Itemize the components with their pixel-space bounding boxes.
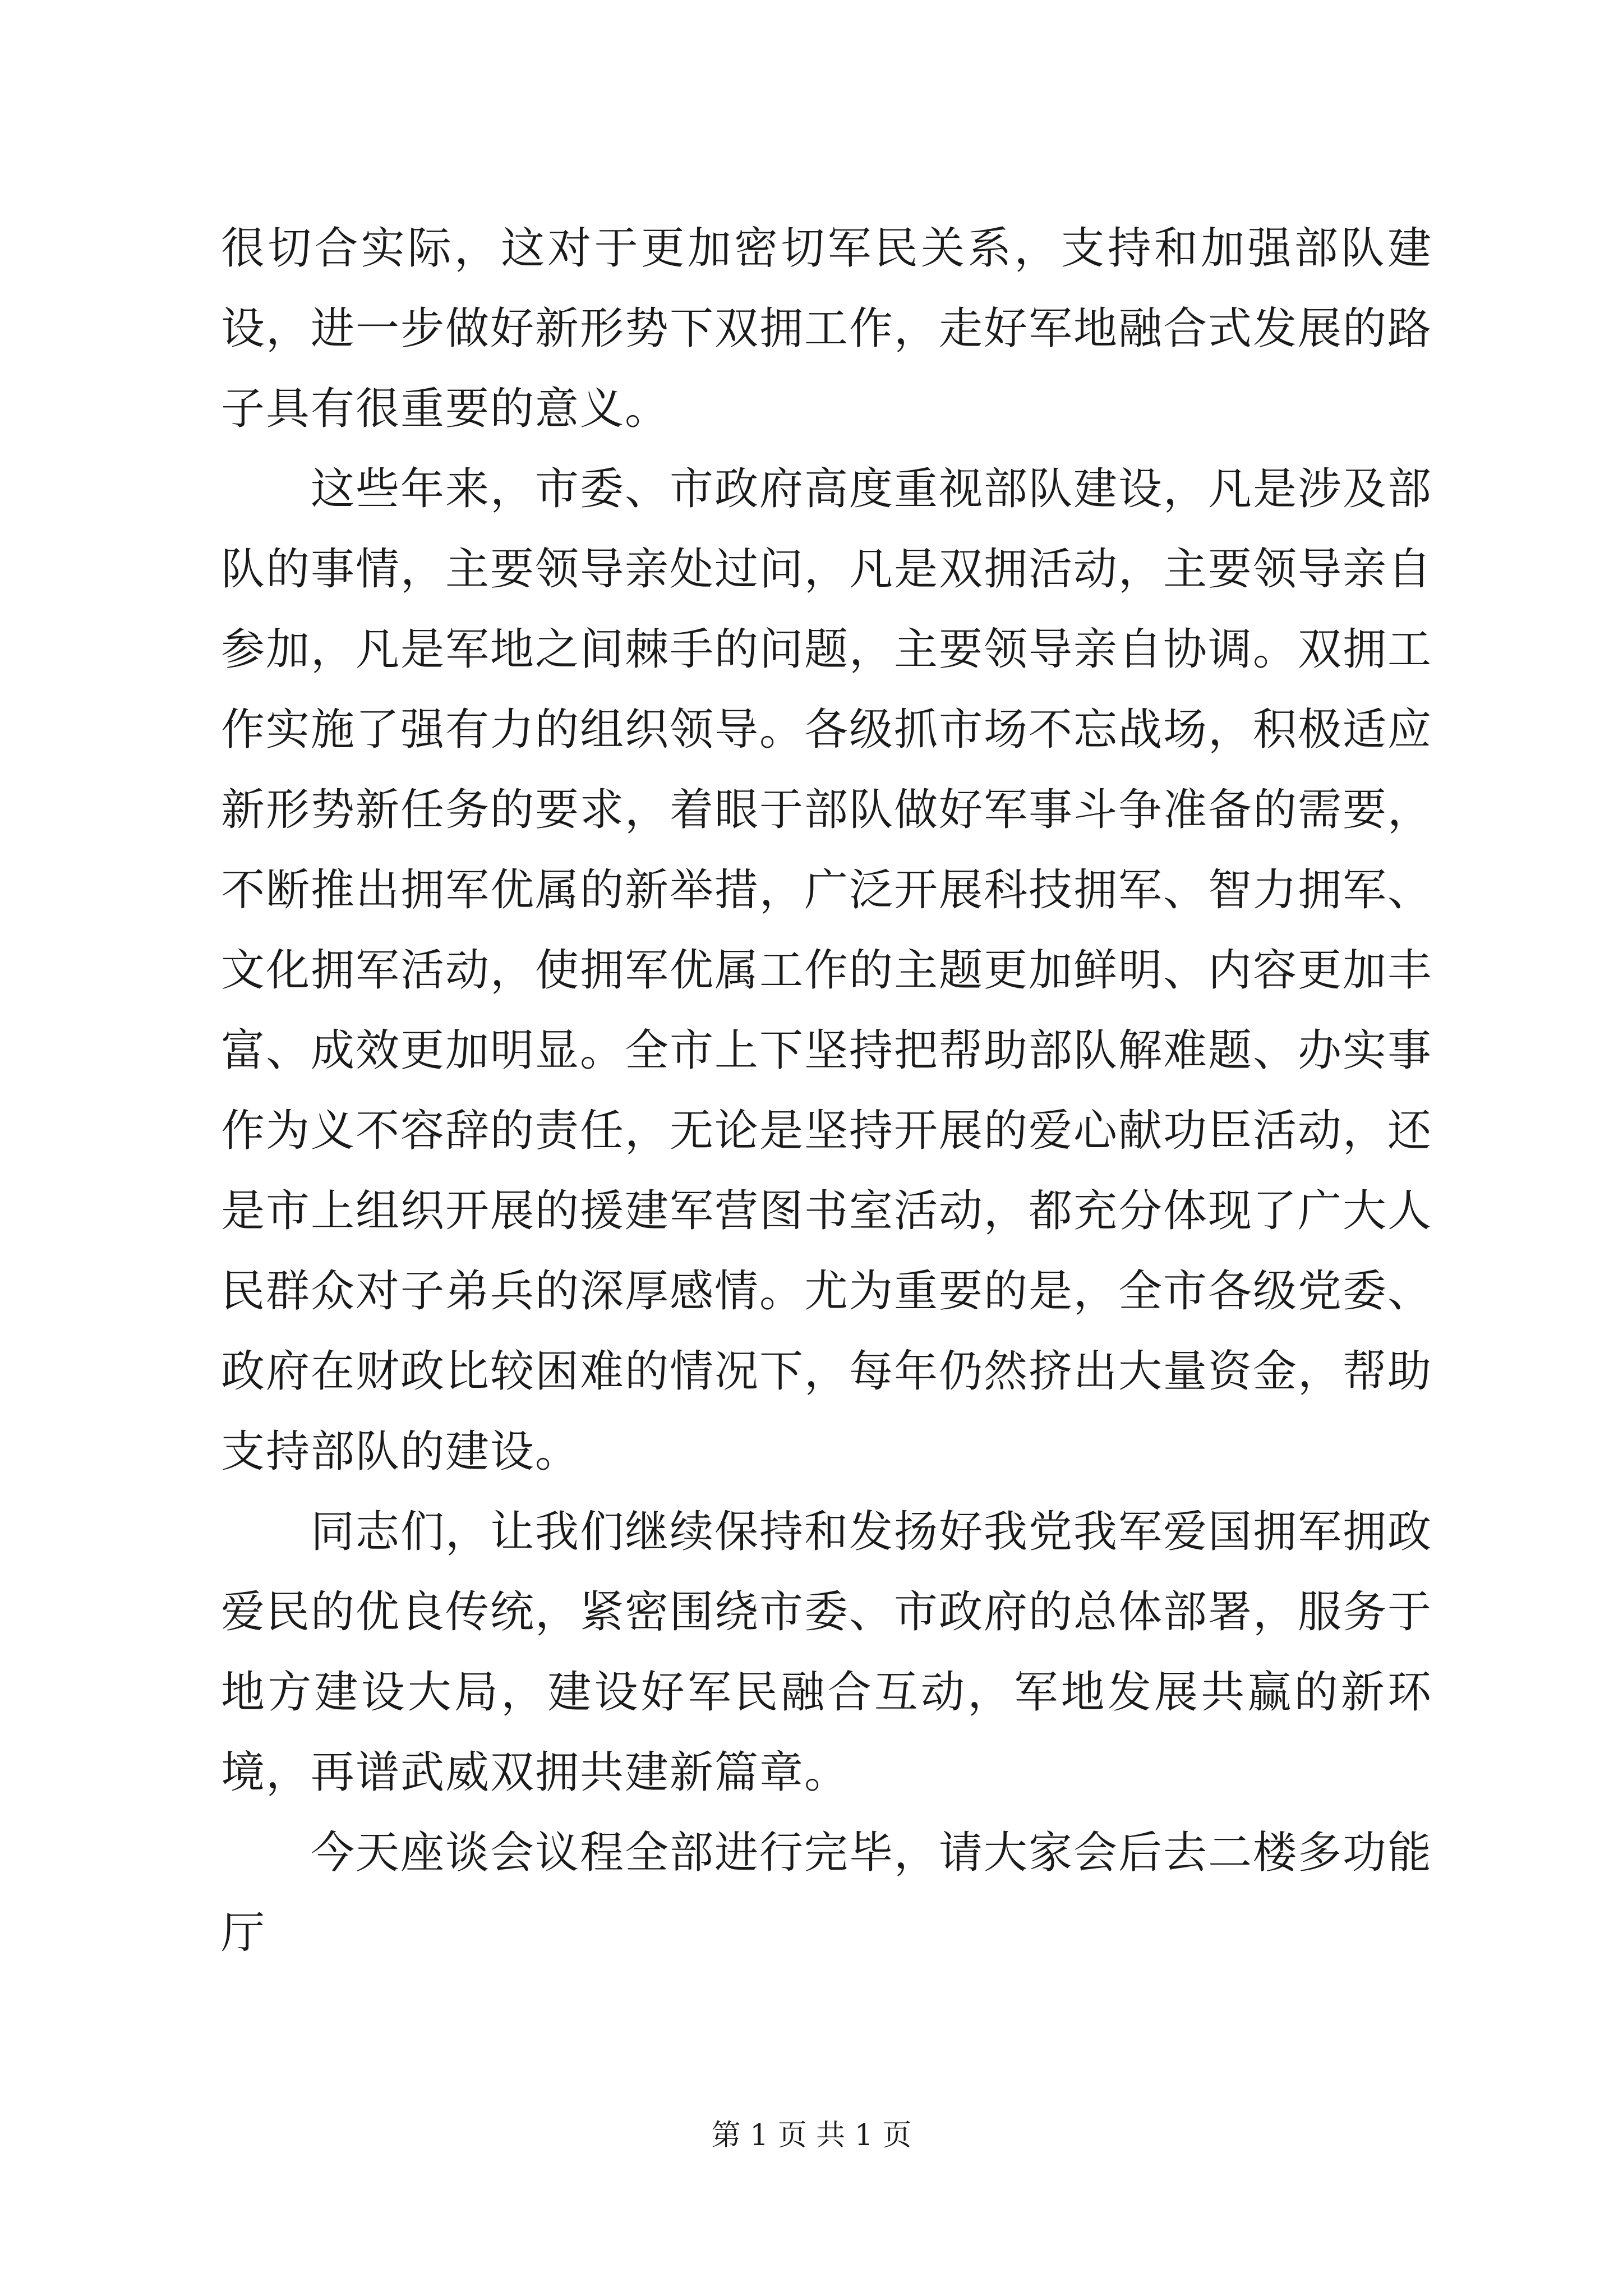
document-body [221,209,1432,1973]
paragraph-1: 很切合实际，这对于更加密切军民关系，支持和加强部队建设，进一步做好新形势下双拥工作，走好军地融合式发展的路子具有很重要的意义。 [221,223,1433,434]
page-footer: 第 1 页 共 1 页 [711,2119,912,2152]
paragraph-3: 同志们，让我们继续保持和发扬好我党我军爱国拥军拥政爱民的优良传统，紧密围绕市委、市政府的总体部署，服务于地方建设大局，建设好军民融合互动，军地发展共赢的新环境，再谱武威双拥共建新篇章。 [221,1507,1433,1798]
paragraph-2: 这些年来，市委、市政府高度重视部队建设，凡是涉及部队的事情，主要领导亲处过问，凡是双拥活动，主要领导亲自参加，凡是军地之间棘手的问题，主要领导亲自协调。双拥工作实施了强有力的组织领导。各级抓市场不忘战场，积极适应新形势新任务的要求，着眼于部队做好军事斗争准备的需要，不断推出拥军优属的新举措，广泛开展科技拥军、智力拥军、文化拥军活动，使拥军优属工作的主题更加鲜明、内容更加丰富、成效更加明显。全市上下坚持把帮助部队解难题、办实事作为义不容辞的责任，无论是坚持开展的爱心献功臣活动，还是市上组织开展的援建军营图书室活动，都充分体现了广大人民群众对子弟兵的深厚感情。尤为重要的是，全市各级党委、政府在财政比较困难的情况下，每年仍然挤出大量资金，帮助支持部队的建设。 [221,464,1433,1477]
paragraph-4: 今天座谈会议程全部进行完毕，请大家会后去二楼多功能厅 [221,1828,1433,1958]
